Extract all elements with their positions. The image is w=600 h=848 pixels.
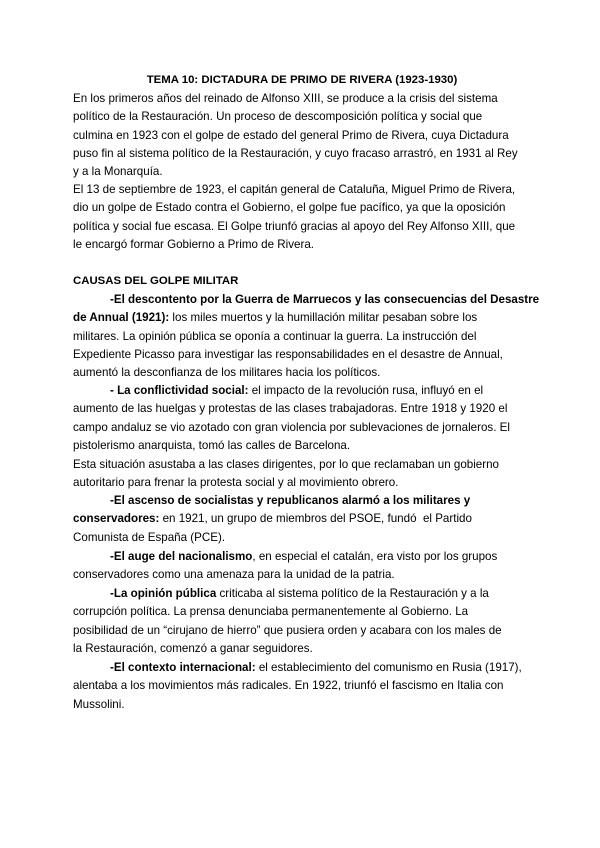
text-line: aumento de las huelgas y protestas de las clases trabajadoras. Entre 1918 y 1920 el bbox=[73, 402, 508, 416]
cause-text: en 1921, un grupo de miembros del PSOE, fundó el Partido bbox=[159, 512, 472, 526]
cause-marruecos bbox=[73, 291, 540, 382]
text-line: político de la Restauración. Un proceso de descomposición política y social que bbox=[73, 110, 483, 124]
text-line: puso fin al sistema político de la Restauración, y cuyo fracaso arrastró, en 1931 al Rey bbox=[73, 146, 518, 160]
text-line: Mussolini. bbox=[73, 697, 125, 711]
text-line: El 13 de septiembre de 1923, el capitán general de Cataluña, Miguel Primo de Rivera, bbox=[73, 183, 516, 196]
text-line: la Restauración, comenzó a ganar seguidores. bbox=[73, 641, 313, 655]
text-line bbox=[73, 585, 531, 603]
page-title: TEMA 10: DICTADURA DE PRIMO DE RIVERA (1923-1930) bbox=[146, 74, 458, 86]
cause-title: -La opinión pública bbox=[110, 587, 217, 600]
cause-title: -El descontento por la Guerra de Marruecos y las consecuencias del Desastre bbox=[110, 293, 540, 306]
text-line: aumentó la desconfianza de los militares hacia los políticos. bbox=[73, 366, 381, 380]
cause-title: -El ascenso de socialistas y republicanos alarmó a los militares y bbox=[110, 494, 471, 507]
intro-paragraph bbox=[73, 90, 531, 181]
cause-conflictividad bbox=[73, 382, 531, 455]
cause-text: los miles muertos y la humillación militar pesaban sobre los bbox=[169, 311, 478, 325]
text-line bbox=[73, 291, 540, 309]
cause-title: -El auge del nacionalismo bbox=[110, 550, 253, 563]
text-line: posibilidad de un “cirujano de hierro” que pusiera orden y acabara con los males de bbox=[73, 623, 502, 637]
text-line: Esta situación asustaba a las clases dirigentes, por lo que reclamaban un gobierno bbox=[73, 458, 500, 471]
text-line: En los primeros años del reinado de Alfonso XIII, se produce a la crisis del sistema bbox=[73, 92, 498, 105]
cause-text: , en especial el catalán, era visto por los grupos bbox=[252, 550, 498, 563]
text-line: dio un golpe de Estado contra el Gobierno, el golpe fue pacífico, ya que la oposición bbox=[73, 201, 506, 215]
text-line: y a la Monarquía. bbox=[73, 165, 163, 179]
text-line: militares. La opinión pública se oponía a continuar la guerra. La instrucción del bbox=[73, 329, 477, 343]
cause-nacionalismo bbox=[73, 548, 531, 585]
golpe-paragraph bbox=[73, 181, 531, 254]
text-line bbox=[73, 510, 531, 528]
text-line: conservadores como una amenaza para la unidad de la patria. bbox=[73, 568, 395, 582]
cause-text: criticaba al sistema político de la Restauración y a la bbox=[216, 587, 489, 600]
text-line bbox=[73, 659, 531, 677]
text-line bbox=[73, 382, 531, 400]
text-line: política y social fue escasa. El Golpe triunfó gracias al apoyo del Rey Alfonso XIII, que bbox=[73, 219, 516, 233]
text-line: Comunista de España (PCE). bbox=[73, 530, 226, 544]
text-line: alentaba a los movimientos más radicales. En 1922, triunfó el fascismo en Italia con bbox=[73, 679, 504, 693]
cause-opinion-publica bbox=[73, 585, 531, 658]
cause-title: conservadores: bbox=[73, 512, 160, 526]
text-line: pistolerismo anarquista, tomó las calles de Barcelona. bbox=[73, 438, 351, 452]
cause-contexto-internacional bbox=[73, 659, 531, 714]
situacion-paragraph bbox=[73, 456, 531, 493]
text-line bbox=[73, 492, 531, 510]
cause-title: -El contexto internacional: bbox=[110, 661, 256, 674]
text-line: le encargó formar Gobierno a Primo de Rivera. bbox=[73, 237, 315, 251]
cause-text: el establecimiento del comunismo en Rusia (1917), bbox=[255, 661, 522, 674]
text-line: autoritario para frenar la protesta social y al movimiento obrero. bbox=[73, 476, 399, 490]
cause-title: - La conflictividad social: bbox=[110, 384, 249, 397]
cause-socialistas bbox=[73, 492, 531, 547]
text-line: culmina en 1923 con el golpe de estado del general Primo de Rivera, cuya Dictadura bbox=[73, 128, 509, 142]
cause-title: de Annual (1921): bbox=[73, 311, 170, 325]
text-line: Expediente Picasso para investigar las responsabilidades en el desastre de Annual, bbox=[73, 347, 503, 361]
cause-text: el impacto de la revolución rusa, influyó en el bbox=[248, 384, 484, 397]
section-heading: CAUSAS DEL GOLPE MILITAR bbox=[73, 275, 239, 287]
text-line: campo andaluz se vio azotado con gran violencia por sublevaciones de jornaleros. El bbox=[73, 420, 510, 434]
text-line: corrupción política. La prensa denunciaba permanentemente al Gobierno. La bbox=[73, 605, 469, 619]
text-line bbox=[73, 548, 531, 566]
text-line bbox=[73, 309, 531, 327]
